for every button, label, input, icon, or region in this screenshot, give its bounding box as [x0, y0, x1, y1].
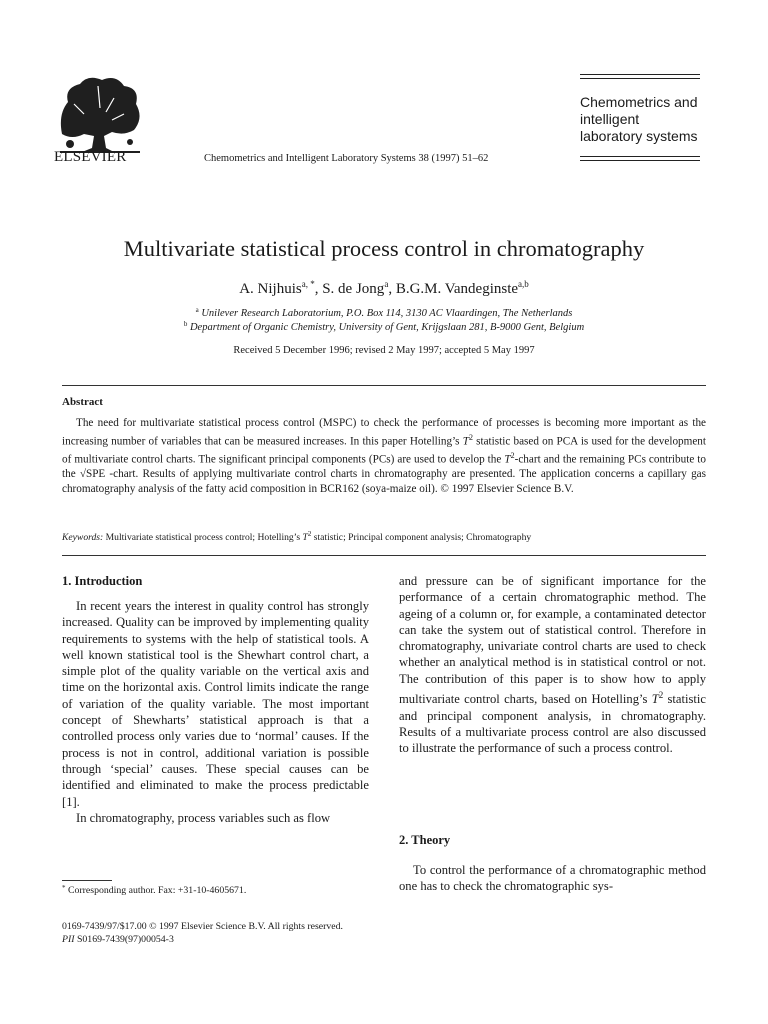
brand-rule-bottom-2	[580, 160, 700, 161]
right-column-section2	[399, 862, 706, 895]
divider	[62, 385, 706, 386]
math-superscript: 2	[658, 690, 664, 701]
affiliation-b	[0, 320, 768, 333]
affiliation-mark: a	[195, 306, 199, 314]
math-superscript: 2	[307, 530, 312, 538]
journal-citation: Chemometrics and Intelligent Laboratory Systems 38 (1997) 51–62	[204, 153, 489, 164]
author-name: A. Nijhuis	[239, 281, 302, 297]
author-separator: ,	[314, 281, 323, 297]
brand-rule-top-1	[580, 74, 700, 75]
abstract-text: -chart and the remaining PCs contribute to the √SPE -chart. Results of applying multivariate control charts in chromatography are presented. The application concerns a capillary gas chromatography analysis of the fatty acid composition in BCR162 (soya-maize oil). © 1997 Elsevier Science B.V.	[62, 453, 706, 495]
publisher-name: ELSEVIER	[54, 149, 127, 165]
math-symbol: T	[462, 435, 469, 448]
math-superscript: 2	[468, 432, 473, 442]
affiliation-mark: b	[183, 320, 188, 328]
paragraph-text: and pressure can be of significant importance for the performance of a certain chromatographic method. The ageing of a column or, for example, a contaminated detector can take the system out of statistical control. Therefore in chromatography, univariate control charts are used to check whether an analytical method is in statistical control or not. The contribution of this paper is to show how to apply multivariate control charts, based on Hotelling’s	[399, 574, 706, 707]
divider	[62, 555, 706, 556]
footnote-mark: *	[62, 884, 66, 892]
author-affil-mark: a, *	[301, 279, 315, 289]
brand-rule-bottom-1	[580, 156, 700, 157]
pii-line	[62, 933, 343, 946]
affiliation-text: Unilever Research Laboratorium, P.O. Box 114, 3130 AC Vlaardingen, The Netherlands	[201, 308, 573, 319]
keywords-label: Keywords:	[62, 532, 104, 544]
paragraph	[399, 573, 706, 756]
affiliation-text: Department of Organic Chemistry, University of Gent, Krijgslaan 281, B-9000 Gent, Belgium	[189, 322, 585, 333]
paragraph: In chromatography, process variables such as flow	[76, 810, 331, 825]
received-dates: Received 5 December 1996; revised 2 May 1997; accepted 5 May 1997	[233, 345, 535, 356]
author-list	[0, 279, 768, 298]
paper-title: Multivariate statistical process control in chromatography	[123, 236, 645, 261]
right-column	[399, 573, 706, 756]
keywords-text: Multivariate statistical process control; Hotelling’s	[103, 532, 303, 544]
author-separator: ,	[388, 281, 396, 297]
paragraph-text: statistic and principal component analysis, in chromatography. Results of a multivariate process control are also discussed to illustrate the performance of such a process control.	[399, 692, 706, 756]
abstract-text: statistic based on PCA is used for the development of multivariate control charts. The significant principal components (PCs) are used to develop the	[62, 435, 706, 466]
abstract-heading: Abstract	[62, 396, 103, 408]
copyright-line: 0169-7439/97/$17.00 © 1997 Elsevier Science B.V. All rights reserved.	[62, 921, 343, 932]
math-symbol: T	[504, 453, 511, 466]
copyright-block	[62, 920, 343, 946]
abstract-text: The need for multivariate statistical process control (MSPC) to check the performance of processes is becoming more important as the increasing number of variables that can be measured increases. In this paper Hotelling’s	[62, 417, 706, 448]
author-affil-mark: a	[384, 279, 389, 289]
math-symbol: T	[302, 532, 308, 544]
affiliation-a	[0, 306, 768, 319]
author-affil-mark: a,b	[518, 279, 529, 289]
journal-brand	[580, 94, 698, 145]
paragraph: In recent years the interest in quality control has strongly increased. Quality can be improved by implementing quality requirements to systems with the help of statistical tools. A well known statistical tool is the Shewhart control chart, a simple plot of the quality variable on the vertical axis and time on the horizontal axis. Control limits indicate the range of variation of the quality variable. The most important concept of Shewharts’ statistical approach is that a controlled process only varies due to ‘normal’ causes. If the process is not in control, additional variation is possible through ‘special’ causes. These special causes can be identified and eliminated to make the process predictable [1].	[62, 599, 369, 809]
elsevier-logo	[54, 74, 146, 156]
keywords	[62, 530, 706, 543]
footnote-text: Corresponding author. Fax: +31-10-4605671.	[65, 885, 247, 896]
footnote-divider	[62, 880, 112, 881]
left-column	[62, 598, 369, 826]
section-heading: 2. Theory	[399, 833, 451, 847]
brand-rule-top-2	[580, 78, 700, 79]
abstract-body	[62, 416, 706, 496]
author-name: S. de Jong	[322, 281, 385, 297]
journal-brand-line: Chemometrics and	[580, 94, 698, 110]
pii-value: S0169-7439(97)00054-3	[74, 934, 174, 945]
math-superscript: 2	[510, 450, 515, 460]
footnote	[62, 884, 246, 896]
math-symbol: T	[651, 692, 659, 707]
paragraph: To control the performance of a chromatographic method one has to check the chromatographic sys-	[399, 863, 706, 894]
journal-brand-line: laboratory systems	[580, 128, 698, 144]
keywords-text: statistic; Principal component analysis; Chromatography	[311, 532, 532, 544]
section-heading: 1. Introduction	[62, 574, 143, 588]
pii-label: PII	[62, 934, 75, 945]
author-name: B.G.M. Vandeginste	[395, 281, 519, 297]
journal-brand-line: intelligent	[580, 111, 640, 127]
